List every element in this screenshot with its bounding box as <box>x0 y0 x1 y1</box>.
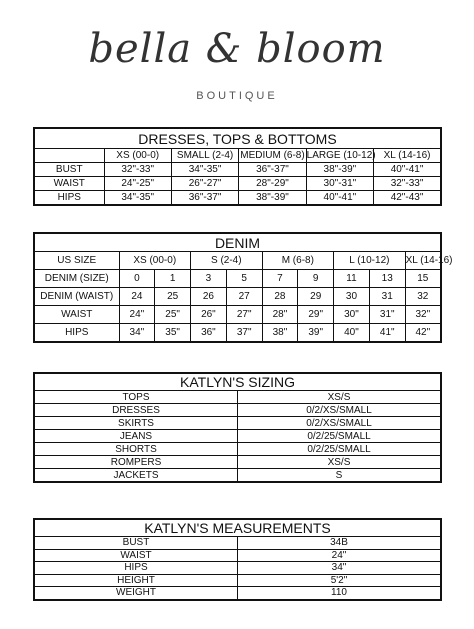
table-row <box>34 306 441 324</box>
table-row <box>34 163 441 177</box>
brand-logo <box>0 12 474 80</box>
table-row <box>34 469 441 483</box>
table-cell <box>34 149 104 163</box>
table-cell: 26"-27" <box>171 177 238 191</box>
table-cell: DENIM (SIZE) <box>34 270 119 288</box>
table-cell: 42"-43" <box>374 191 441 206</box>
table-cell: 31" <box>369 306 405 324</box>
table-cell: 25" <box>155 306 191 324</box>
table-cell: M (6-8) <box>262 252 334 270</box>
table-cell: 24 <box>119 288 155 306</box>
table-cell: DRESSES <box>34 404 238 417</box>
table-cell: BUST <box>34 537 238 550</box>
table-row <box>34 177 441 191</box>
table-cell: 29" <box>298 306 334 324</box>
table-title: KATLYN'S MEASUREMENTS <box>34 519 441 537</box>
table-cell: 28" <box>262 306 298 324</box>
brand-subtitle: BOUTIQUE <box>196 90 278 102</box>
table-cell: 34"-35" <box>104 191 171 206</box>
table-cell: XS (00-0) <box>104 149 171 163</box>
table-cell: SKIRTS <box>34 417 238 430</box>
table-cell: HIPS <box>34 562 238 575</box>
table-cell: ROMPERS <box>34 456 238 469</box>
table-cell: 30"-31" <box>306 177 373 191</box>
table-cell: 26 <box>191 288 227 306</box>
table-cell: SMALL (2-4) <box>171 149 238 163</box>
table-header-row <box>34 149 441 163</box>
table-cell: 38"-39" <box>306 163 373 177</box>
katlyn-measurements-table <box>33 518 442 601</box>
table-cell: S <box>238 469 442 483</box>
table-cell: XL (14-16) <box>405 252 441 270</box>
table-cell: 41" <box>369 324 405 343</box>
table-cell: TOPS <box>34 391 238 404</box>
table-title: KATLYN'S SIZING <box>34 373 441 391</box>
table-row <box>34 574 441 587</box>
table-row <box>34 191 441 206</box>
table-row <box>34 404 441 417</box>
table-cell: 30" <box>334 306 370 324</box>
table-row <box>34 537 441 550</box>
table-cell: 37" <box>226 324 262 343</box>
table-cell: 36" <box>191 324 227 343</box>
table-cell: 3 <box>191 270 227 288</box>
table-row <box>34 391 441 404</box>
table-cell: XS (00-0) <box>119 252 191 270</box>
table-cell: 31 <box>369 288 405 306</box>
table-cell: WEIGHT <box>34 587 238 600</box>
table-cell: S (2-4) <box>191 252 263 270</box>
table-cell: 38"-39" <box>239 191 306 206</box>
table-cell: XL (14-16) <box>374 149 441 163</box>
table-cell: XS/S <box>238 456 442 469</box>
table-cell: 40"-41" <box>306 191 373 206</box>
table-cell: 30 <box>334 288 370 306</box>
table-row <box>34 456 441 469</box>
table-cell: 34" <box>119 324 155 343</box>
table-cell: 29 <box>298 288 334 306</box>
table-cell: 40" <box>334 324 370 343</box>
table-cell: US SIZE <box>34 252 119 270</box>
table-cell: 32 <box>405 288 441 306</box>
table-row <box>34 270 441 288</box>
table-row <box>34 443 441 456</box>
denim-size-table <box>33 232 453 343</box>
table-cell: 13 <box>369 270 405 288</box>
table-cell: 24" <box>119 306 155 324</box>
table-cell: 32"-33" <box>374 177 441 191</box>
table-cell: HEIGHT <box>34 574 238 587</box>
table-cell: 38" <box>262 324 298 343</box>
table-cell: 110 <box>238 587 442 600</box>
table-cell: 5 <box>226 270 262 288</box>
table-cell: 34" <box>238 562 442 575</box>
table-cell: 25 <box>155 288 191 306</box>
table-cell: L (10-12) <box>334 252 406 270</box>
table-cell: 9 <box>298 270 334 288</box>
table-cell: JEANS <box>34 430 238 443</box>
table-cell: HIPS <box>34 191 104 206</box>
table-cell: 26" <box>191 306 227 324</box>
table-row <box>34 288 441 306</box>
table-cell: 0 <box>119 270 155 288</box>
table-cell: XS/S <box>238 391 442 404</box>
table-cell: DENIM (WAIST) <box>34 288 119 306</box>
table-cell: 1 <box>155 270 191 288</box>
table-cell: 40"-41" <box>374 163 441 177</box>
table-cell: SHORTS <box>34 443 238 456</box>
table-cell: 34"-35" <box>171 163 238 177</box>
table-cell: 24" <box>238 549 442 562</box>
table-cell: 36"-37" <box>171 191 238 206</box>
table-cell: 28"-29" <box>239 177 306 191</box>
table-cell: 0/2/XS/SMALL <box>238 404 442 417</box>
table-cell: 0/2/25/SMALL <box>238 430 442 443</box>
table-row <box>34 549 441 562</box>
katlyn-sizing-table <box>33 372 442 483</box>
logo-text: bella & bloom <box>88 26 386 72</box>
table-cell: MEDIUM (6-8) <box>240 150 305 161</box>
table-cell: 0/2/XS/SMALL <box>238 417 442 430</box>
table-cell: 36"-37" <box>239 163 306 177</box>
table-cell: 34B <box>238 537 442 550</box>
table-cell: 11 <box>334 270 370 288</box>
table-row <box>34 430 441 443</box>
table-cell: 15 <box>405 270 441 288</box>
table-cell: 5'2" <box>238 574 442 587</box>
table-row <box>34 324 441 343</box>
table-cell: 28 <box>262 288 298 306</box>
table-cell: 7 <box>262 270 298 288</box>
table-cell: 39" <box>298 324 334 343</box>
table-cell: 24"-25" <box>104 177 171 191</box>
table-row <box>34 417 441 430</box>
table-title: DRESSES, TOPS & BOTTOMS <box>34 128 441 149</box>
table-cell: WAIST <box>34 549 238 562</box>
table-cell: HIPS <box>34 324 119 343</box>
table-row <box>34 587 441 600</box>
table-cell: JACKETS <box>34 469 238 483</box>
table-cell: WAIST <box>34 177 104 191</box>
table-cell: 32"-33" <box>104 163 171 177</box>
table-title: DENIM <box>34 233 441 252</box>
dresses-size-table <box>33 127 442 206</box>
table-cell: 32" <box>405 306 441 324</box>
table-cell: WAIST <box>34 306 119 324</box>
table-cell: 42" <box>405 324 441 343</box>
table-cell: LARGE (10-12) <box>306 150 376 161</box>
table-cell: 0/2/25/SMALL <box>238 443 442 456</box>
table-cell: 27" <box>226 306 262 324</box>
table-cell: 27 <box>226 288 262 306</box>
table-cell: 35" <box>155 324 191 343</box>
table-row <box>34 562 441 575</box>
table-cell: BUST <box>34 163 104 177</box>
table-header-row <box>34 252 441 270</box>
